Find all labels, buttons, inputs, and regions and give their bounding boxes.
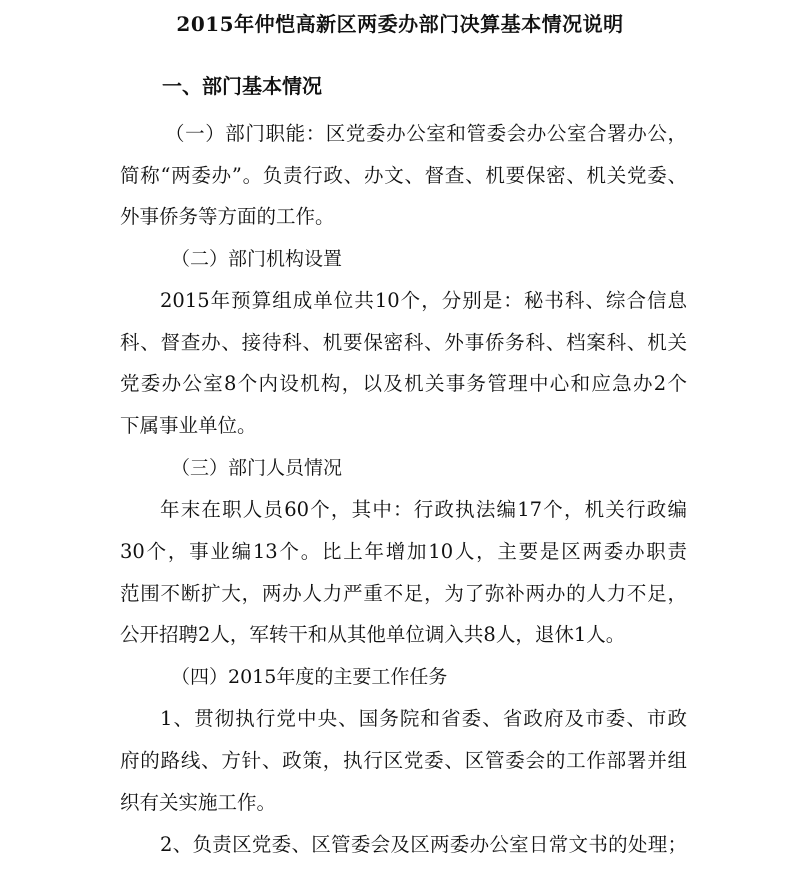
document-title: 2015年仲恺高新区两委办部门决算基本情况说明 <box>176 12 624 36</box>
subsection-heading-org-structure: （二）部门机构设置 <box>171 248 343 270</box>
paragraph-line: 2015年预算组成单位共10个，分别是：秘书科、综合信息 <box>160 289 687 312</box>
paragraph-line: 党委办公室8个内设机构，以及机关事务管理中心和应急办2个 <box>120 372 687 395</box>
paragraph-line: 织有关实施工作。 <box>120 791 277 814</box>
paragraph-line: 简称“两委办”。负责行政、办文、督查、机要保密、机关党委、 <box>120 164 687 187</box>
paragraph-line: 30个，事业编13个。比上年增加10人，主要是区两委办职责 <box>120 540 687 563</box>
paragraph-line: 科、督查办、接待科、机要保密科、外事侨务科、档案科、机关 <box>120 331 687 354</box>
subsection-heading-main-tasks: （四）2015年度的主要工作任务 <box>171 666 448 688</box>
paragraph-line: 外事侨务等方面的工作。 <box>120 205 335 228</box>
paragraph-line: 范围不断扩大，两办人力严重不足，为了弥补两办的人力不足， <box>120 582 687 605</box>
paragraph-line: 府的路线、方针、政策，执行区党委、区管委会的工作部署并组 <box>120 749 687 772</box>
paragraph-line: 2、负责区党委、区管委会及区两委办公室日常文书的处理； <box>160 833 687 856</box>
paragraph-line: （一）部门职能：区党委办公室和管委会办公室合署办公， <box>165 122 687 145</box>
paragraph-line: 1、贯彻执行党中央、国务院和省委、省政府及市委、市政 <box>160 707 687 730</box>
paragraph-line: 公开招聘2人，军转干和从其他单位调入共8人，退休1人。 <box>120 623 626 646</box>
section-heading-basic-info: 一、部门基本情况 <box>162 74 322 98</box>
paragraph-line: 年末在职人员60个，其中：行政执法编17个，机关行政编 <box>160 498 687 521</box>
subsection-heading-staffing: （三）部门人员情况 <box>171 457 343 479</box>
paragraph-line: 下属事业单位。 <box>120 414 257 437</box>
